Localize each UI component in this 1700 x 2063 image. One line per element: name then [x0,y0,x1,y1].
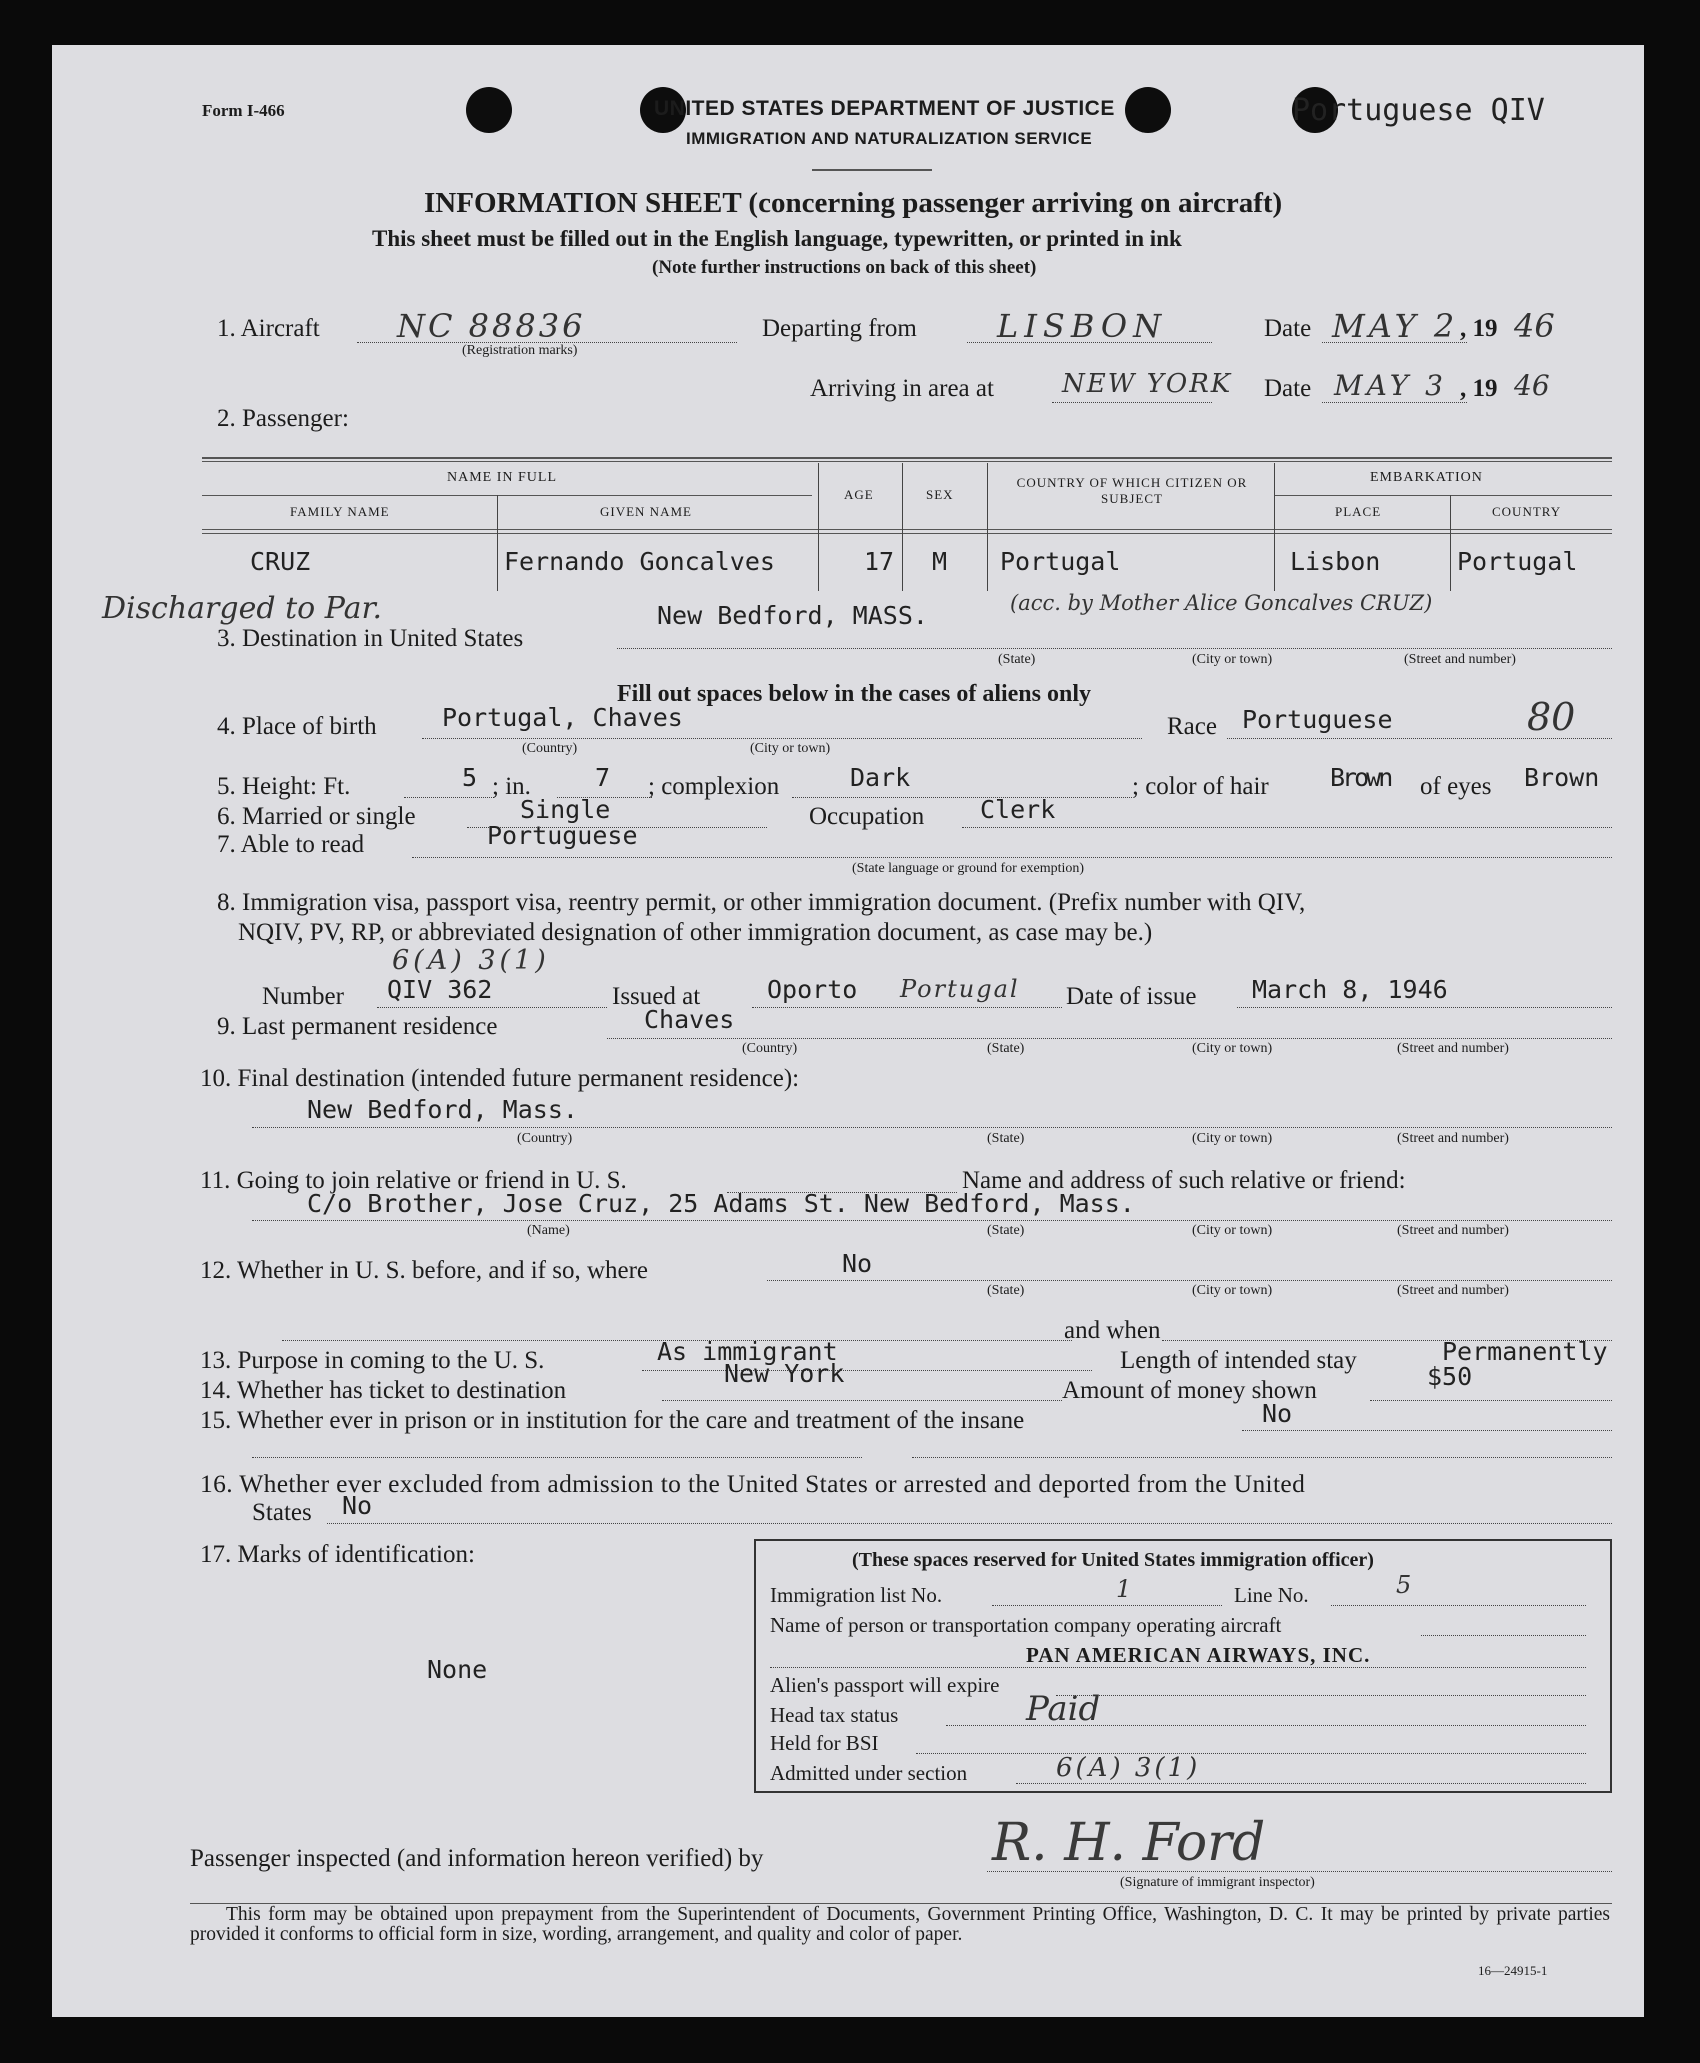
excluded-label-line1: 16. Whether ever excluded from admission to the United States or arrested and deported from the United [200,1469,1306,1498]
occupation-value: Clerk [980,795,1056,824]
given-name-cell: Fernando Goncalves [504,547,775,576]
marital-value: Single [520,795,611,824]
officer-box [754,1539,1612,1793]
aircraft-value: NC 88836 [397,307,586,345]
prison-label: 15. Whether ever in prison or in institution for the care and treatment of the insane [200,1407,1025,1434]
arriving-value: NEW YORK [1062,369,1233,399]
country-caption: (Country) [742,1041,798,1056]
aliens-note: Fill out spaces below in the cases of aliens only [617,681,1092,707]
sex-cell: M [932,547,948,576]
name-in-full-header: NAME IN FULL [447,470,557,485]
list-no-label: Immigration list No. [770,1583,943,1607]
country-header: COUNTRY [1492,504,1562,519]
birthplace-value: Portugal, Chaves [442,703,683,732]
form-title: INFORMATION SHEET (concerning passenger arriving on aircraft) [424,187,1283,219]
corner-note: Portuguese QIV [1292,93,1545,128]
eyes-value: Brown [1524,763,1600,792]
place-cell: Lisbon [1290,547,1381,576]
arriving-label: Arriving in area at [810,375,994,402]
identification-label: 17. Marks of identification: [200,1541,475,1568]
signature-caption: (Signature of immigrant inspector) [1120,1875,1315,1890]
complexion-label: ; complexion [648,773,780,800]
inches-label: ; in. [492,773,531,800]
visa-number: QIV 362 [387,975,493,1004]
line-no-value: 5 [1396,1571,1412,1599]
arrival-date: MAY 3 [1334,369,1447,402]
state-caption: (State) [987,1041,1025,1056]
last-residence-label: 9. Last permanent residence [217,1013,498,1040]
city-caption: (City or town) [1192,1041,1273,1056]
city-caption: (City or town) [1192,1223,1273,1238]
purpose-label: 13. Purpose in coming to the U. S. [200,1347,545,1374]
excluded-value: No [342,1491,373,1520]
head-tax-label: Head tax status [770,1703,899,1727]
age-header: AGE [844,487,874,502]
city-caption: (City or town) [1192,1131,1273,1146]
read-label: 7. Able to read [217,831,365,858]
city-caption: (City or town) [1192,1283,1273,1298]
sex-header: SEX [926,487,954,502]
when-label: and when [1064,1317,1161,1344]
departing-label: Departing from [762,315,917,342]
state-caption: (State) [998,652,1036,667]
street-caption: (Street and number) [1397,1283,1509,1298]
height-label: 5. Height: Ft. [217,773,351,800]
relative-value: C/o Brother, Jose Cruz, 25 Adams St. New Bedford, Mass. [307,1189,1135,1218]
identification-value: None [427,1655,488,1684]
service-line: IMMIGRATION AND NATURALIZATION SERVICE [686,129,1093,148]
admitted-label: Admitted under section [770,1761,968,1785]
money-value: $50 [1427,1362,1473,1391]
name-caption: (Name) [527,1223,570,1238]
destination-label: 3. Destination in United States [217,625,524,652]
purpose-value: As immigrant [657,1337,838,1366]
family-name-header: FAMILY NAME [290,504,390,519]
arrival-year-prefix: , 19 [1460,375,1498,402]
last-residence-value: Chaves [644,1005,735,1034]
passenger-label: 2. Passenger: [217,405,349,432]
eyes-label: of eyes [1420,773,1492,800]
country-caption: (Country) [522,741,578,756]
occupation-label: Occupation [809,803,925,830]
hair-value: Brown [1330,763,1391,792]
citizen-header: COUNTRY OF WHICH CITIZEN OR SUBJECT [1016,475,1248,506]
embarkation-header: EMBARKATION [1370,470,1483,485]
race-label: Race [1167,713,1217,740]
document-label-line1: 8. Immigration visa, passport visa, reentry permit, or other immigration document. (Prefix number with QIV, [217,889,1306,916]
street-caption: (Street and number) [1397,1223,1509,1238]
issued-at-value: Oporto [767,975,858,1004]
language-caption: (State language or ground for exemption) [852,861,1085,876]
date-of-issue-label: Date of issue [1066,983,1197,1010]
date-of-issue-value: March 8, 1946 [1252,975,1448,1004]
state-caption: (State) [987,1223,1025,1238]
document-label-line2: NQIV, PV, RP, or abbreviated designation of other immigration document, as case may be.) [238,919,1153,946]
departure-year: 46 [1514,307,1555,345]
operator-label: Name of person or transportation company operating aircraft [770,1613,1282,1637]
officer-box-title: (These spaces reserved for United States immigration officer) [852,1549,1374,1571]
street-caption: (Street and number) [1397,1041,1509,1056]
discharge-annotation: Discharged to Par. [102,591,383,626]
form-sheet [52,45,1644,2017]
stay-label: Length of intended stay [1120,1347,1357,1374]
read-value: Portuguese [487,821,638,850]
place-header: PLACE [1335,504,1382,519]
issued-at-label: Issued at [612,983,701,1010]
department-line: UNITED STATES DEPARTMENT OF JUSTICE [654,97,1115,120]
arrival-year: 46 [1514,369,1550,402]
join-relative-label: 11. Going to join relative or friend in U. S. [200,1167,627,1194]
footer-code: 16—24915-1 [1478,1963,1548,1978]
hair-label: ; color of hair [1132,773,1269,800]
departure-date: MAY 2 [1332,307,1459,345]
complexion-value: Dark [850,763,911,792]
relative-name-label: Name and address of such relative or friend: [962,1167,1406,1194]
accompanied-annotation: (acc. by Mother Alice Goncalves CRUZ) [1010,591,1433,615]
city-caption: (City or town) [750,741,831,756]
footer-text: This form may be obtained upon prepayment from the Superintendent of Documents, Government Printing Office, Washington, D. C. It may be printed by private parties provided it conforms to official form in size, wording, arrangement, and quality and color of paper. [190,1904,1610,1945]
inspected-by-label: Passenger inspected (and information hereon verified) by [190,1845,764,1872]
final-destination-value: New Bedford, Mass. [307,1095,578,1124]
age-cell: 17 [864,547,895,576]
year-prefix: , 19 [1460,315,1498,342]
punch-hole [466,87,512,133]
aircraft-label: 1. Aircraft [217,315,320,342]
ticket-label: 14. Whether has ticket to destination [200,1377,567,1404]
operator-value: PAN AMERICAN AIRWAYS, INC. [1026,1643,1371,1667]
bsi-label: Held for BSI [770,1731,879,1755]
form-note: (Note further instructions on back of this sheet) [652,257,1037,278]
ticket-value: New York [724,1359,845,1388]
city-caption: (City or town) [1192,652,1273,667]
birthplace-label: 4. Place of birth [217,713,377,740]
form-subtitle: This sheet must be filled out in the English language, typewritten, or printed in ink [372,226,1182,251]
head-tax-value: Paid [1026,1689,1101,1729]
previous-visit-value: No [842,1249,873,1278]
citizen-cell: Portugal [1000,547,1121,576]
passport-expire-label: Alien's passport will expire [770,1673,1000,1697]
line-no-label: Line No. [1234,1583,1309,1607]
form-number: Form I-466 [202,101,285,120]
final-destination-label: 10. Final destination (intended future permanent residence): [200,1065,800,1092]
race-value: Portuguese [1242,705,1393,734]
excluded-label-line2: States [252,1499,312,1526]
arrival-date-label: Date [1264,375,1312,402]
marital-label: 6. Married or single [217,803,416,830]
registration-caption: (Registration marks) [462,343,578,358]
list-no-value: 1 [1116,1575,1132,1603]
state-caption: (State) [987,1283,1025,1298]
destination-value: New Bedford, MASS. [657,601,928,630]
date-label: Date [1264,315,1312,342]
street-caption: (Street and number) [1404,652,1516,667]
country-caption: (Country) [517,1131,573,1146]
country-cell: Portugal [1457,547,1578,576]
number-label: Number [262,983,344,1010]
punch-hole [1125,87,1171,133]
inspector-signature: R. H. Ford [992,1813,1266,1873]
issued-at-country: Portugal [900,975,1020,1003]
height-inches: 7 [595,763,611,792]
state-caption: (State) [987,1131,1025,1146]
family-name-cell: CRUZ [250,547,311,576]
prison-value: No [1262,1399,1293,1428]
stay-value: Permanently [1442,1337,1608,1366]
admitted-value: 6(A) 3(1) [1056,1753,1201,1783]
height-feet: 5 [462,763,478,792]
document-section-annotation: 6(A) 3(1) [392,945,550,976]
previous-visit-label: 12. Whether in U. S. before, and if so, where [200,1257,649,1284]
race-code: 80 [1527,695,1576,739]
money-label: Amount of money shown [1062,1377,1317,1404]
given-name-header: GIVEN NAME [600,504,692,519]
departing-value: LISBON [997,307,1168,345]
street-caption: (Street and number) [1397,1131,1509,1146]
